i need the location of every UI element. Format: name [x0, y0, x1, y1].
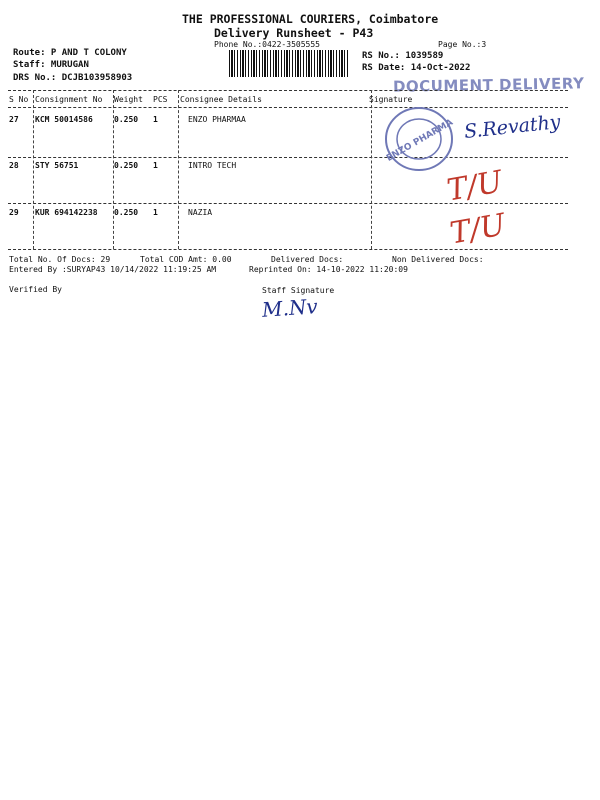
header-consignee: Consignee Details	[180, 95, 262, 104]
reprinted-on: Reprinted On: 14-10-2022 11:20:09	[249, 265, 408, 274]
barcode	[229, 50, 349, 77]
header-weight: Weight	[114, 95, 143, 104]
entered-by: Entered By :SURYAP43 10/14/2022 11:19:25 AM	[9, 265, 217, 274]
rs-date: RS Date: 14-Oct-2022	[362, 63, 471, 73]
header-sno: S No	[9, 95, 29, 104]
row-pcs: 1	[153, 115, 158, 124]
table-bottom-rule	[8, 249, 568, 250]
row-sno: 28	[9, 161, 19, 170]
staff-signature: M.Nv	[261, 294, 319, 322]
company-title: THE PROFESSIONAL COURIERS, Coimbatore	[182, 12, 439, 26]
header-bottom-rule	[8, 107, 568, 108]
row-weight: 0.250	[114, 161, 139, 170]
column-divider	[33, 90, 34, 249]
rs-number: RS No.: 1039589	[362, 51, 444, 61]
column-divider	[371, 90, 372, 249]
row-consignment: KUR 694142238	[35, 208, 98, 217]
staff-label: Staff: MURUGAN	[13, 60, 89, 70]
phone-number: Phone No.:0422-3505555	[214, 40, 320, 49]
table-top-rule	[8, 90, 568, 91]
non-delivered-docs: Non Delivered Docs:	[392, 255, 484, 264]
drs-number: DRS No.: DCJB103958903	[13, 73, 133, 83]
row-sno: 29	[9, 208, 19, 217]
route-label: Route: P AND T COLONY	[13, 48, 127, 58]
signature-row-28: T/U	[444, 164, 506, 209]
row-pcs: 1	[153, 208, 158, 217]
row-consignee: NAZIA	[188, 208, 213, 217]
row-weight: 0.250	[114, 208, 139, 217]
staff-signature-label: Staff Signature	[262, 286, 335, 295]
row-consignment: KCM 50014586	[35, 115, 93, 124]
row-consignee: ENZO PHARMAA	[188, 115, 246, 124]
row-rule	[8, 203, 568, 204]
stamp-text: ENZO PHARMA	[385, 117, 455, 164]
signature-row-29: T/U	[447, 207, 509, 252]
row-sno: 27	[9, 115, 19, 124]
runsheet-title: Delivery Runsheet - P43	[214, 26, 374, 40]
signature-row-27: S.Revathy	[463, 111, 562, 143]
row-weight: 0.250	[114, 115, 139, 124]
row-rule	[8, 157, 568, 158]
row-consignee: INTRO TECH	[188, 161, 237, 170]
row-pcs: 1	[153, 161, 158, 170]
row-consignment: STY 56751	[35, 161, 79, 170]
verified-by: Verified By	[9, 285, 62, 294]
document-delivery-stamp: DOCUMENT DELIVERY	[392, 74, 585, 96]
header-signature: Signature	[369, 95, 413, 104]
header-pcs: PCS	[153, 95, 168, 104]
header-consignment: Consignment No	[35, 95, 103, 104]
page-number: Page No.:3	[438, 40, 487, 49]
column-divider	[178, 90, 179, 249]
total-cod: Total COD Amt: 0.00	[140, 255, 232, 264]
round-company-stamp	[382, 103, 456, 175]
total-docs: Total No. Of Docs: 29	[9, 255, 111, 264]
delivered-docs: Delivered Docs:	[271, 255, 344, 264]
